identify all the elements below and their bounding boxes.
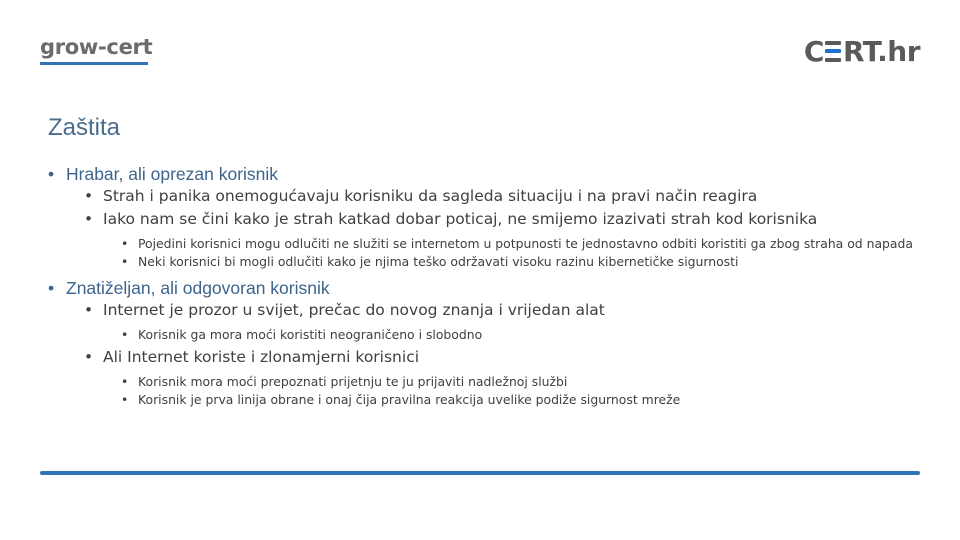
list-item-text: Iako nam se čini kako je strah katkad dobar poticaj, ne smijemo izazivati strah kod korisnika xyxy=(103,210,818,228)
section-heading xyxy=(48,277,928,299)
sub-list-item-text: Neki korisnici bi mogli odlučiti kako je njima teško održavati visoku razinu kibernetičke sigurnosti xyxy=(138,254,739,269)
bullet-icon: • xyxy=(84,348,94,366)
sub-list-item-text: Korisnik je prva linija obrane i onaj čija pravilna reakcija uvelike podiže sigurnost mreže xyxy=(138,392,681,407)
sub-list-item xyxy=(121,374,928,389)
bullet-icon: • xyxy=(48,278,55,298)
slide-content xyxy=(48,163,928,407)
list-item-text: Ali Internet koriste i zlonamjerni korisnici xyxy=(103,348,420,366)
bullet-icon: • xyxy=(121,392,129,407)
list-item xyxy=(84,346,928,369)
sub-list-item xyxy=(121,236,928,251)
list-item-text: Strah i panika onemogućavaju korisniku da sagleda situaciju i na pravi način reagira xyxy=(103,187,758,205)
section-heading xyxy=(48,163,928,185)
bullet-icon: • xyxy=(121,254,129,269)
bullet-icon: • xyxy=(121,236,129,251)
sub-list-item-text: Pojedini korisnici mogu odlučiti ne služiti se internetom u potpunosti te jednostavno odbiti koristiti ga zbog straha od napada xyxy=(138,236,913,251)
sub-list-item-text: Korisnik ga mora moći koristiti neograničeno i slobodno xyxy=(138,327,483,342)
grow-cert-logo xyxy=(40,34,152,65)
sub-list-item xyxy=(121,254,928,269)
footer-divider xyxy=(40,471,920,475)
cert-logo-suffix: RT.hr xyxy=(842,35,920,68)
cert-hr-logo xyxy=(804,34,920,70)
grow-cert-logo-underline xyxy=(40,62,148,65)
list-item xyxy=(84,208,928,231)
sub-list-item-text: Korisnik mora moći prepoznati prijetnju te ju prijaviti nadležnoj službi xyxy=(138,374,568,389)
cert-logo-prefix: C xyxy=(803,35,824,68)
list-item xyxy=(84,185,928,208)
cert-e-mark-icon xyxy=(825,41,841,62)
bullet-icon: • xyxy=(48,164,55,184)
list-item xyxy=(84,299,928,322)
section-heading-text: Hrabar, ali oprezan korisnik xyxy=(66,164,279,184)
sub-list-item xyxy=(121,327,928,342)
bullet-icon: • xyxy=(84,301,94,319)
grow-cert-logo-text: grow-cert xyxy=(40,35,153,59)
list-item-text: Internet je prozor u svijet, prečac do novog znanja i vrijedan alat xyxy=(103,301,605,319)
sub-list-item xyxy=(121,392,928,407)
bullet-icon: • xyxy=(121,327,129,342)
bullet-icon: • xyxy=(84,210,94,228)
bullet-icon: • xyxy=(84,187,94,205)
slide-title: Zaštita xyxy=(48,114,121,141)
section-heading-text: Znatiželjan, ali odgovoran korisnik xyxy=(66,278,330,298)
bullet-icon: • xyxy=(121,374,129,389)
